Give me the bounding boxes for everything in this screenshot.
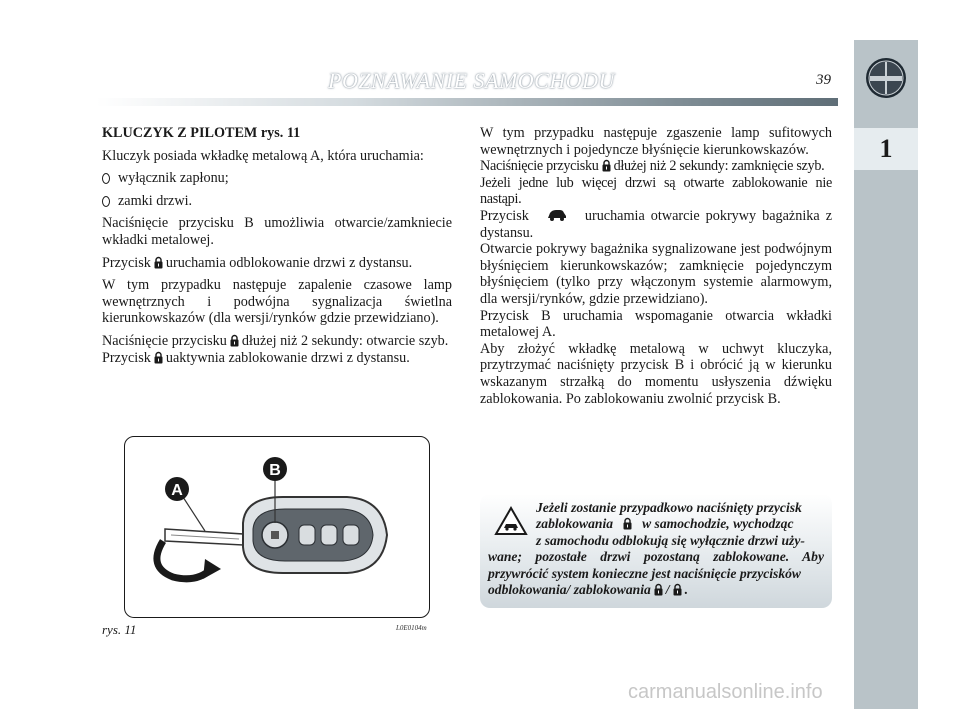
lock-icon (654, 583, 663, 596)
paragraph: Otwarcie pokrywy bagażnika sygnalizowane jest podwójnym błyśnięciem kierunkowskazów; zamknięcie pojedynczym błyśnięciem (tylko przy włączonym systemie alarmowym, dla wersji/rynków, gdzie przewidziano). (480, 241, 832, 307)
list-item: zamki drzwi. (102, 193, 452, 210)
paragraph: W tym przypadku następuje zapalenie czasowe lamp wewnętrznych i podwójna sygnalizacja świetlna kierunkowskazów (dla wersji/rynków gdzie przewidziano). (102, 277, 452, 327)
paragraph: Przycisk B uruchamia wspomaganie otwarcia wkładki metalowej A. (480, 307, 832, 341)
chapter-tab-column (854, 40, 918, 709)
paragraph: Naciśnięcie przycisku B umożliwia otwarcie/zamkniecie wkładki metalowej. (102, 215, 452, 248)
lock-icon (602, 159, 611, 172)
label-a: A (171, 482, 183, 499)
lock-icon (154, 256, 163, 269)
warning-box (480, 494, 832, 608)
section-title: KLUCZYK Z PILOTEM rys. 11 (102, 125, 301, 141)
intro-paragraph: Kluczyk posiada wkładkę metalową A, która uruchamia: (102, 147, 424, 164)
label-b: B (269, 462, 281, 479)
paragraph: Naciśnięcie przycisku dłużej niż 2 sekundy: zamknięcie szyb. (480, 158, 825, 175)
lock-icon (623, 517, 632, 530)
paragraph: Jeżeli jedne lub więcej drzwi są otwarte zablokowanie nie nastąpi. (480, 174, 832, 208)
paragraph: Przycisk uruchamia otwarcie pokrywy bagażnika z dystansu. (480, 207, 832, 241)
left-text-column (102, 125, 452, 366)
lock-icon (673, 583, 682, 596)
paragraph: Naciśnięcie przycisku dłużej niż 2 sekundy: otwarcie szyb. (102, 332, 449, 349)
paragraph: Aby złożyć wkładkę metalową w uchwyt kluczyka, przytrzymać naciśnięty przycisk B i obrócić ją w kierunku wskazanym strzałką do momentu usłyszenia dźwięku zablokowania. Po zablokowaniu zwolnić przycisk B. (480, 340, 832, 407)
bullet-icon (102, 173, 110, 184)
lock-icon (230, 334, 239, 347)
paragraph: Przycisk uruchamia odblokowanie drzwi z dystansu. (102, 254, 413, 271)
paragraph: W tym przypadku następuje zgaszenie lamp sufitowych wewnętrznych i pojedyncze błyśnięcie kierunkowskazów. (480, 125, 832, 158)
chapter-number[interactable]: 1 (854, 128, 918, 170)
paragraph: Przycisk uaktywnia zablokowanie drzwi z dystansu. (102, 349, 410, 366)
figure-code: L0E0104m (396, 624, 427, 632)
figure-caption: rys. 11 (102, 622, 137, 637)
page-number: 39 (816, 72, 831, 88)
key-illustration (125, 437, 428, 616)
warning-text: Jeżeli zostanie przypadkowo naciśnięty przycisk zablokowania w samochodzie, wychodząc z samochodu odblokują się wyłącznie drzwi uży- wane; pozostałe drzwi pozostaną zablokowane. Aby przywrócić system konieczne jest naciśnięcie przycisków odblokowania/ zablokowania / . (488, 500, 824, 598)
lock-icon (154, 351, 163, 364)
header-rule (96, 98, 838, 106)
car-trunk-icon (547, 209, 567, 221)
list-item: wyłącznik zapłonu; (102, 170, 452, 187)
lancia-logo-icon (864, 56, 908, 100)
watermark: carmanualsonline.info (628, 681, 823, 703)
bullet-icon (102, 196, 110, 207)
key-figure (124, 436, 430, 618)
section-header-title: POZNAWANIE SAMOCHODU (328, 68, 615, 93)
right-text-column (480, 125, 832, 407)
